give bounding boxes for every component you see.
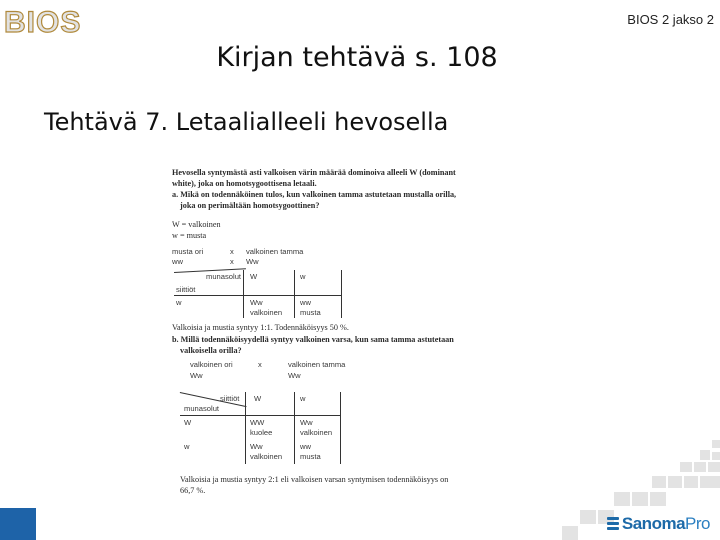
sanoma-mark-icon [607,517,619,531]
b-punnett-hline [180,415,341,416]
a-punnett-vline-3 [341,270,342,318]
b-punnett-corner-top: siittiöt [220,394,240,403]
course-label: BIOS 2 jakso 2 [627,12,714,27]
a-punnett-corner-top: munasolut [206,272,242,281]
corner-accent [0,508,36,540]
b-punnett-col-1: W [254,394,262,403]
b-punnett-vline-1 [245,392,246,464]
b-cell-11-phenotype: kuolee [250,428,273,437]
b-punnett-vline-3 [340,392,341,464]
a-punnett-col-2: w [300,272,306,281]
a-parent1-label: musta ori [172,247,204,256]
sanoma-brand-suffix: Pro [685,514,710,533]
b-parent2-label: valkoinen tamma [288,360,346,369]
b-result-line-1: Valkoisia ja mustia syntyy 2:1 eli valkoisen varsan syntymisen todennäköisyys on [180,475,449,484]
a-punnett-col-1: W [250,272,258,281]
a-cell-2-phenotype: musta [300,308,321,317]
question-b-line-1: b. Millä todennäköisyydellä syntyy valkoinen varsa, kun sama tamma astutetaan [172,335,454,344]
b-cell-22-phenotype: musta [300,452,321,461]
slide-title [0,42,720,73]
intro-line-2: white), joka on homotsygoottisena letaali. [172,179,317,188]
b-cell-12-phenotype: valkoinen [300,428,333,437]
a-cell-2-genotype: ww [300,298,311,307]
a-punnett-corner-bottom: siittiöt [176,285,196,294]
bios-logo: BIOS [4,6,82,39]
a-parent1-genotype: ww [172,257,183,266]
a-punnett-vline-2 [294,270,295,318]
b-punnett-row-1: W [184,418,192,427]
b-cell-21-genotype: Ww [250,442,263,451]
b-cell-11-genotype: WW [250,418,265,427]
a-cell-1-genotype: Ww [250,298,263,307]
a-punnett-row-1: w [176,298,182,307]
b-parent1-label: valkoinen ori [190,360,233,369]
b-cross-x: x [258,360,262,369]
a-punnett-vline-1 [243,270,244,318]
question-b-line-2: valkoisella orilla? [180,346,242,355]
b-punnett-vline-2 [294,392,295,464]
legend-recessive: w = musta [172,231,207,240]
a-result: Valkoisia ja mustia syntyy 1:1. Todennäköisyys 50 %. [172,323,349,332]
question-a-line-1: a. Mikä on todennäköinen tulos, kun valkoinen tamma astutetaan mustalla orilla, [172,190,457,199]
b-cell-12-genotype: Ww [300,418,313,427]
textbook-scan [170,166,482,500]
a-cell-1-phenotype: valkoinen [250,308,283,317]
b-parent1-genotype: Ww [190,371,203,380]
a-cross-x-1: x [230,247,234,256]
b-parent2-genotype: Ww [288,371,301,380]
question-a-line-2: joka on perimältään homotsygoottinen? [180,201,320,210]
sanoma-brand: Sanoma [621,514,686,533]
b-punnett-col-2: w [300,394,306,403]
a-parent2-genotype: Ww [246,257,259,266]
slide-title-text: Kirjan tehtävä s. 108 [216,42,498,73]
sanomapro-logo [607,514,710,534]
a-parent2-label: valkoinen tamma [246,247,304,256]
slide-subtitle: Tehtävä 7. Letaalialleeli hevosella [44,108,449,136]
a-punnett-hline [174,295,342,296]
intro-line-1: Hevosella syntymästä asti valkoisen värin määrää dominoiva alleeli W (dominant [172,168,456,177]
b-cell-21-phenotype: valkoinen [250,452,283,461]
a-cross-x-2: x [230,257,234,266]
legend-dominant: W = valkoinen [172,220,221,229]
b-cell-22-genotype: ww [300,442,311,451]
b-result-line-2: 66,7 %. [180,486,206,495]
b-punnett-row-2: w [184,442,190,451]
b-punnett-corner-bottom: munasolut [184,404,220,413]
